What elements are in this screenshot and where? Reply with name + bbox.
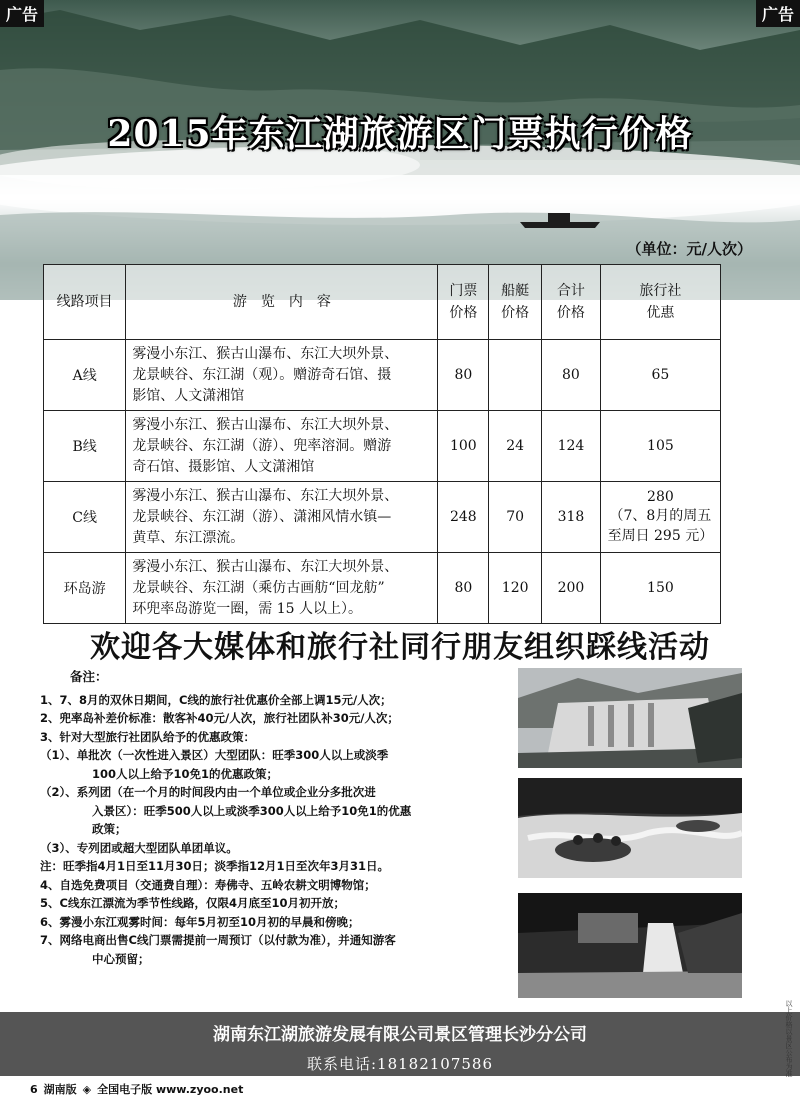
header-route: 线路项目	[44, 265, 126, 340]
header-ticket-price: 门票 价格	[438, 265, 489, 340]
agency-discount: 105	[600, 411, 720, 482]
page-number: 6	[30, 1082, 38, 1096]
tour-content: 雾漫小东江、猴古山瀑布、东江大坝外景、 龙景峡谷、东江湖（游）、潇湘风情水镇— 黄草、东江漂流。	[126, 482, 438, 553]
table-row	[44, 482, 721, 553]
contact-phone: 联系电话:18182107586	[306, 1055, 494, 1073]
ad-label-right: 广告	[756, 0, 800, 27]
boat-price: 120	[489, 553, 542, 624]
tour-content: 雾漫小东江、猴古山瀑布、东江大坝外景、 龙景峡谷、东江湖（乘仿古画舫“回龙舫” 环兜率岛游览一圈，需 15 人以上）。	[126, 553, 438, 624]
waterfall-photo	[518, 893, 742, 998]
route-name: 环岛游	[44, 553, 126, 624]
price-unit: （单位：元/人次）	[626, 240, 752, 258]
company-name: 湖南东江湖旅游发展有限公司景区管理长沙分公司	[213, 1025, 587, 1045]
note-line: （1）、单批次（一次性进入景区）大型团队：旺季300人以上或淡季	[40, 748, 389, 762]
rafting-photo	[518, 778, 742, 878]
note-line: （2）、系列团（在一个月的时间段内由一个单位或企业分多批次进	[40, 785, 376, 799]
tour-content: 雾漫小东江、猴古山瀑布、东江大坝外景、 龙景峡谷、东江湖（游）、兜率溶洞。赠游 奇石馆、摄影馆、人文潇湘馆	[126, 411, 438, 482]
total-price: 200	[542, 553, 601, 624]
header-agency-discount: 旅行社 优惠	[600, 265, 720, 340]
ticket-price: 80	[438, 340, 489, 411]
agency-discount: 280 （7、8月的周五 至周日 295 元）	[600, 482, 720, 553]
company-banner	[0, 1012, 800, 1076]
slogan: 欢迎各大媒体和旅行社同行朋友组织踩线活动	[90, 630, 710, 665]
website-link[interactable]: 全国电子版 www.zyoo.net	[97, 1083, 244, 1096]
note-line: 注：旺季指4月1日至11月30日；淡季指12月1日至次年3月31日。	[40, 859, 390, 873]
side-note: 以上价格以景区公布为准	[785, 1000, 793, 1077]
ticket-price-table	[43, 264, 721, 624]
total-price: 318	[542, 482, 601, 553]
boat-price: 70	[489, 482, 542, 553]
route-name: B线	[44, 411, 126, 482]
route-name: A线	[44, 340, 126, 411]
note-line: 2、兜率岛补差价标准：散客补40元/人次，旅行社团队补30元/人次；	[40, 711, 399, 725]
tour-content: 雾漫小东江、猴古山瀑布、东江大坝外景、 龙景峡谷、东江湖（观）。赠游奇石馆、摄 影馆、人文潇湘馆	[126, 340, 438, 411]
agency-discount: 65	[600, 340, 720, 411]
note-line: 7、网络电商出售C线门票需提前一周预订（以付款为准），并通知游客	[40, 933, 396, 947]
table-row	[44, 553, 721, 624]
notes-heading: 备注：	[70, 669, 108, 684]
ad-label-left: 广告	[0, 0, 44, 27]
table-header-row	[44, 265, 721, 340]
note-line: 6、雾漫小东江观雾时间：每年5月初至10月初的早晨和傍晚；	[40, 914, 360, 929]
table-row	[44, 411, 721, 482]
boat-price	[489, 340, 542, 411]
note-line: 1、7、8月的双休日期间，C线的旅行社优惠价全部上调15元/人次；	[40, 692, 392, 707]
note-line: 入景区）：旺季500人以上或淡季300人以上给予10免1的优惠	[92, 803, 412, 818]
edition-label: 湖南版	[43, 1083, 77, 1096]
note-line: 100人以上给予10免1的优惠政策；	[92, 766, 279, 781]
note-line: 政策；	[92, 822, 127, 836]
notes-section	[40, 668, 510, 968]
note-line: 5、C线东江漂流为季节性线路，仅限4月底至10月初开放；	[40, 896, 345, 910]
ticket-price: 100	[438, 411, 489, 482]
diamond-logo-icon: ◈	[82, 1082, 92, 1096]
agency-discount: 150	[600, 553, 720, 624]
header-content: 游 览 内 容	[126, 265, 438, 340]
page-footer	[30, 1081, 243, 1097]
note-line: 中心预留；	[92, 951, 150, 966]
boat-shape	[520, 222, 600, 228]
dam-photo	[518, 668, 742, 768]
header-total-price: 合计 价格	[542, 265, 601, 340]
route-name: C线	[44, 482, 126, 553]
header-boat-price: 船艇 价格	[489, 265, 542, 340]
ticket-price: 80	[438, 553, 489, 624]
note-line: （3）、专列团或超大型团队单团单议。	[40, 840, 238, 855]
total-price: 124	[542, 411, 601, 482]
note-line: 4、自选免费项目（交通费自理）：寿佛寺、五岭农耕文明博物馆；	[40, 877, 376, 892]
ticket-price: 248	[438, 482, 489, 553]
total-price: 80	[542, 340, 601, 411]
note-line: 3、针对大型旅行社团队给予的优惠政策：	[40, 729, 255, 744]
boat-price: 24	[489, 411, 542, 482]
table-row	[44, 340, 721, 411]
page-title: 2015年东江湖旅游区门票执行价格	[107, 113, 693, 155]
